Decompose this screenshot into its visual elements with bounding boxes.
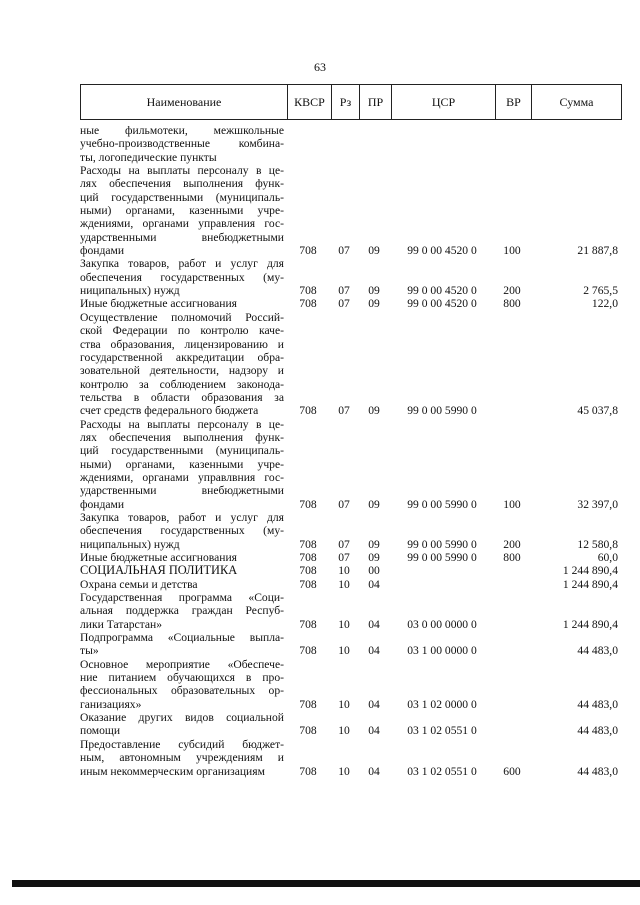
cell-pr: 04 — [368, 617, 380, 631]
cell-csr: 99 0 00 5990 0 — [407, 497, 477, 511]
cell-name-line: фессиональных образовательных ор- — [80, 684, 284, 698]
cell-rz: 07 — [338, 551, 350, 564]
cell-rz: 07 — [338, 497, 350, 511]
cell-csr: 03 1 00 0000 0 — [407, 644, 477, 658]
cell-pr: 04 — [368, 764, 380, 778]
cell-name-line: ганизациях» — [80, 697, 142, 711]
cell-name — [80, 658, 286, 711]
table-row — [80, 418, 622, 511]
cell-name-line: ние питанием обучающихся в про- — [80, 671, 284, 685]
cell-name-line: тельства в области образования за — [80, 390, 284, 404]
cell-name-line: Иные бюджетные ассигнования — [80, 551, 237, 564]
cell-name — [80, 297, 286, 310]
cell-vr: 800 — [503, 551, 521, 564]
cell-name-line: Осуществление полномочий Россий- — [80, 310, 284, 324]
cell-name-line: иным некоммерческим организациям — [80, 764, 265, 778]
cell-name-line: Государственная программа «Соци- — [80, 591, 284, 605]
table-row — [80, 551, 622, 564]
header-pr: ПР — [359, 85, 391, 119]
cell-name — [80, 551, 286, 564]
table-row — [80, 511, 622, 551]
cell-sum: 1 244 890,4 — [562, 564, 618, 578]
table-row — [80, 164, 622, 257]
cell-sum: 45 037,8 — [577, 404, 618, 418]
cell-sum: 32 397,0 — [577, 497, 618, 511]
cell-name — [80, 591, 286, 631]
cell-sum: 122,0 — [591, 297, 618, 311]
cell-name-line: лики Татарстан» — [80, 617, 163, 631]
cell-rz: 07 — [338, 537, 350, 551]
cell-name-line: Закупка товаров, работ и услуг для — [80, 510, 284, 524]
cell-name-line: обеспечения государственных (му- — [80, 524, 284, 538]
cell-kvsr: 708 — [299, 497, 317, 511]
cell-csr: 03 1 02 0000 0 — [407, 697, 477, 711]
header-csr: ЦСР — [391, 85, 495, 119]
cell-name — [80, 418, 286, 511]
cell-name-line: ным, автономным учреждениям и — [80, 751, 284, 765]
cell-name-line: Охрана семьи и детства — [80, 577, 198, 591]
cell-csr: 99 0 00 4520 0 — [407, 297, 477, 311]
cell-sum: 21 887,8 — [577, 244, 618, 258]
cell-name-line: альная поддержка граждан Респуб- — [80, 604, 284, 618]
cell-name-line: ской Федерации по контролю каче- — [80, 324, 284, 338]
cell-name-line: ударственными внебюджетными — [80, 230, 284, 244]
cell-kvsr: 708 — [299, 764, 317, 778]
cell-kvsr: 708 — [299, 724, 317, 738]
cell-sum: 1 244 890,4 — [562, 617, 618, 631]
header-rz: Рз — [331, 85, 359, 119]
cell-vr: 200 — [503, 537, 521, 551]
cell-csr: 99 0 00 4520 0 — [407, 244, 477, 258]
cell-name-line: ты, логопедические пункты — [80, 150, 217, 164]
cell-name-line: ждениями, органами управлвния гос- — [80, 470, 284, 484]
table-row — [80, 711, 622, 738]
cell-vr: 200 — [503, 284, 521, 298]
cell-pr: 09 — [368, 497, 380, 511]
cell-kvsr: 708 — [299, 577, 317, 591]
cell-pr: 09 — [368, 297, 380, 311]
cell-pr: 04 — [368, 577, 380, 591]
cell-vr: 100 — [503, 497, 521, 511]
table-row — [80, 124, 622, 164]
header-kvsr: КВСР — [287, 85, 331, 119]
cell-name-line: учебно-производственные комбина- — [80, 137, 284, 151]
cell-pr: 00 — [368, 564, 380, 578]
header-vr: ВР — [495, 85, 531, 119]
cell-kvsr: 708 — [299, 551, 317, 564]
table-header — [80, 84, 622, 120]
table-row — [80, 564, 622, 577]
table-row — [80, 311, 622, 418]
cell-name — [80, 311, 286, 418]
cell-pr: 09 — [368, 284, 380, 298]
cell-csr: 03 0 00 0000 0 — [407, 617, 477, 631]
cell-name-line: ций государственными (муниципаль- — [80, 444, 284, 458]
cell-rz: 10 — [338, 724, 350, 738]
table-row — [80, 257, 622, 297]
table-row — [80, 591, 622, 631]
cell-name-line: Закупка товаров, работ и услуг для — [80, 257, 284, 271]
cell-rz: 10 — [338, 764, 350, 778]
cell-kvsr: 708 — [299, 617, 317, 631]
cell-sum: 1 244 890,4 — [562, 577, 618, 591]
cell-pr: 09 — [368, 551, 380, 564]
page-number: 63 — [314, 60, 326, 74]
cell-rz: 10 — [338, 577, 350, 591]
cell-name-line: ждениями, органами управления гос- — [80, 217, 284, 231]
cell-vr: 800 — [503, 297, 521, 311]
cell-rz: 10 — [338, 564, 350, 578]
cell-kvsr: 708 — [299, 284, 317, 298]
table-row — [80, 738, 622, 778]
cell-name-line: фондами — [80, 497, 125, 511]
cell-rz: 10 — [338, 697, 350, 711]
table-body — [80, 124, 622, 778]
cell-name-line: Расходы на выплаты персоналу в це- — [80, 417, 284, 431]
cell-sum: 44 483,0 — [577, 724, 618, 738]
cell-name-line: Основное мероприятие «Обеспече- — [80, 657, 284, 671]
cell-name-line: ударственными внебюджетными — [80, 484, 284, 498]
cell-csr: 99 0 00 5990 0 — [407, 537, 477, 551]
cell-name-line: фондами — [80, 244, 125, 258]
cell-pr: 09 — [368, 537, 380, 551]
cell-name-line: СОЦИАЛЬНАЯ ПОЛИТИКА — [80, 564, 238, 578]
cell-sum: 44 483,0 — [577, 644, 618, 658]
cell-name-line: государственной аккредитации обра- — [80, 350, 284, 364]
cell-name-line: ными) органами, казенными учре- — [80, 457, 284, 471]
cell-csr: 99 0 00 4520 0 — [407, 284, 477, 298]
cell-name-line: Оказание других видов социальной — [80, 711, 284, 725]
cell-name-line: лях обеспечения выполнения функ- — [80, 430, 284, 444]
cell-name-line: ций государственными (муниципаль- — [80, 190, 284, 204]
cell-name — [80, 711, 286, 738]
cell-name-line: Предоставление субсидий бюджет- — [80, 737, 284, 751]
cell-name-line: ты» — [80, 644, 99, 658]
cell-vr: 600 — [503, 764, 521, 778]
cell-name-line: зовательной деятельности, надзору и — [80, 364, 284, 378]
table-row — [80, 658, 622, 711]
cell-name-line: Иные бюджетные ассигнования — [80, 297, 237, 311]
cell-csr: 99 0 00 5990 0 — [407, 551, 477, 564]
cell-kvsr: 708 — [299, 697, 317, 711]
cell-name — [80, 578, 286, 591]
cell-name-line: лях обеспечения выполнения функ- — [80, 177, 284, 191]
cell-name-line: ные фильмотеки, межшкольные — [80, 124, 284, 137]
cell-sum: 60,0 — [597, 551, 618, 564]
cell-kvsr: 708 — [299, 244, 317, 258]
cell-csr: 03 1 02 0551 0 — [407, 724, 477, 738]
cell-name-line: Расходы на выплаты персоналу в це- — [80, 164, 284, 178]
cell-name-line: Подпрограмма «Социальные выпла- — [80, 631, 284, 645]
cell-name-line: ства образования, лицензированию и — [80, 337, 284, 351]
cell-name-line: помощи — [80, 724, 121, 738]
cell-rz: 07 — [338, 297, 350, 311]
header-sum: Сумма — [531, 85, 621, 119]
cell-rz: 07 — [338, 244, 350, 258]
cell-name — [80, 564, 286, 577]
cell-name-line: счет средств федерального бюджета — [80, 404, 259, 418]
table-row — [80, 631, 622, 658]
cell-sum: 44 483,0 — [577, 697, 618, 711]
cell-kvsr: 708 — [299, 404, 317, 418]
cell-vr: 100 — [503, 244, 521, 258]
cell-pr: 04 — [368, 644, 380, 658]
table-row — [80, 297, 622, 310]
cell-name — [80, 257, 286, 297]
page-bottom-bar — [12, 880, 640, 887]
cell-kvsr: 708 — [299, 537, 317, 551]
cell-name-line: ниципальных) нужд — [80, 284, 180, 298]
cell-sum: 44 483,0 — [577, 764, 618, 778]
cell-pr: 04 — [368, 724, 380, 738]
cell-name — [80, 511, 286, 551]
cell-kvsr: 708 — [299, 644, 317, 658]
cell-pr: 09 — [368, 244, 380, 258]
cell-csr: 03 1 02 0551 0 — [407, 764, 477, 778]
cell-pr: 04 — [368, 697, 380, 711]
cell-sum: 2 765,5 — [583, 284, 618, 298]
cell-name-line: ными) органами, казенными учре- — [80, 204, 284, 218]
cell-rz: 07 — [338, 404, 350, 418]
cell-name-line: обеспечения государственных (му- — [80, 270, 284, 284]
cell-name-line: контролю за соблюдением законода- — [80, 377, 284, 391]
cell-name — [80, 164, 286, 257]
cell-rz: 10 — [338, 644, 350, 658]
cell-kvsr: 708 — [299, 297, 317, 311]
cell-rz: 07 — [338, 284, 350, 298]
cell-sum: 12 580,8 — [577, 537, 618, 551]
cell-rz: 10 — [338, 617, 350, 631]
cell-name — [80, 124, 286, 164]
cell-name-line: ниципальных) нужд — [80, 537, 180, 551]
cell-kvsr: 708 — [299, 564, 317, 578]
table-row — [80, 578, 622, 591]
cell-name — [80, 631, 286, 658]
header-name: Наименование — [146, 94, 222, 109]
cell-csr: 99 0 00 5990 0 — [407, 404, 477, 418]
cell-name — [80, 738, 286, 778]
cell-pr: 09 — [368, 404, 380, 418]
